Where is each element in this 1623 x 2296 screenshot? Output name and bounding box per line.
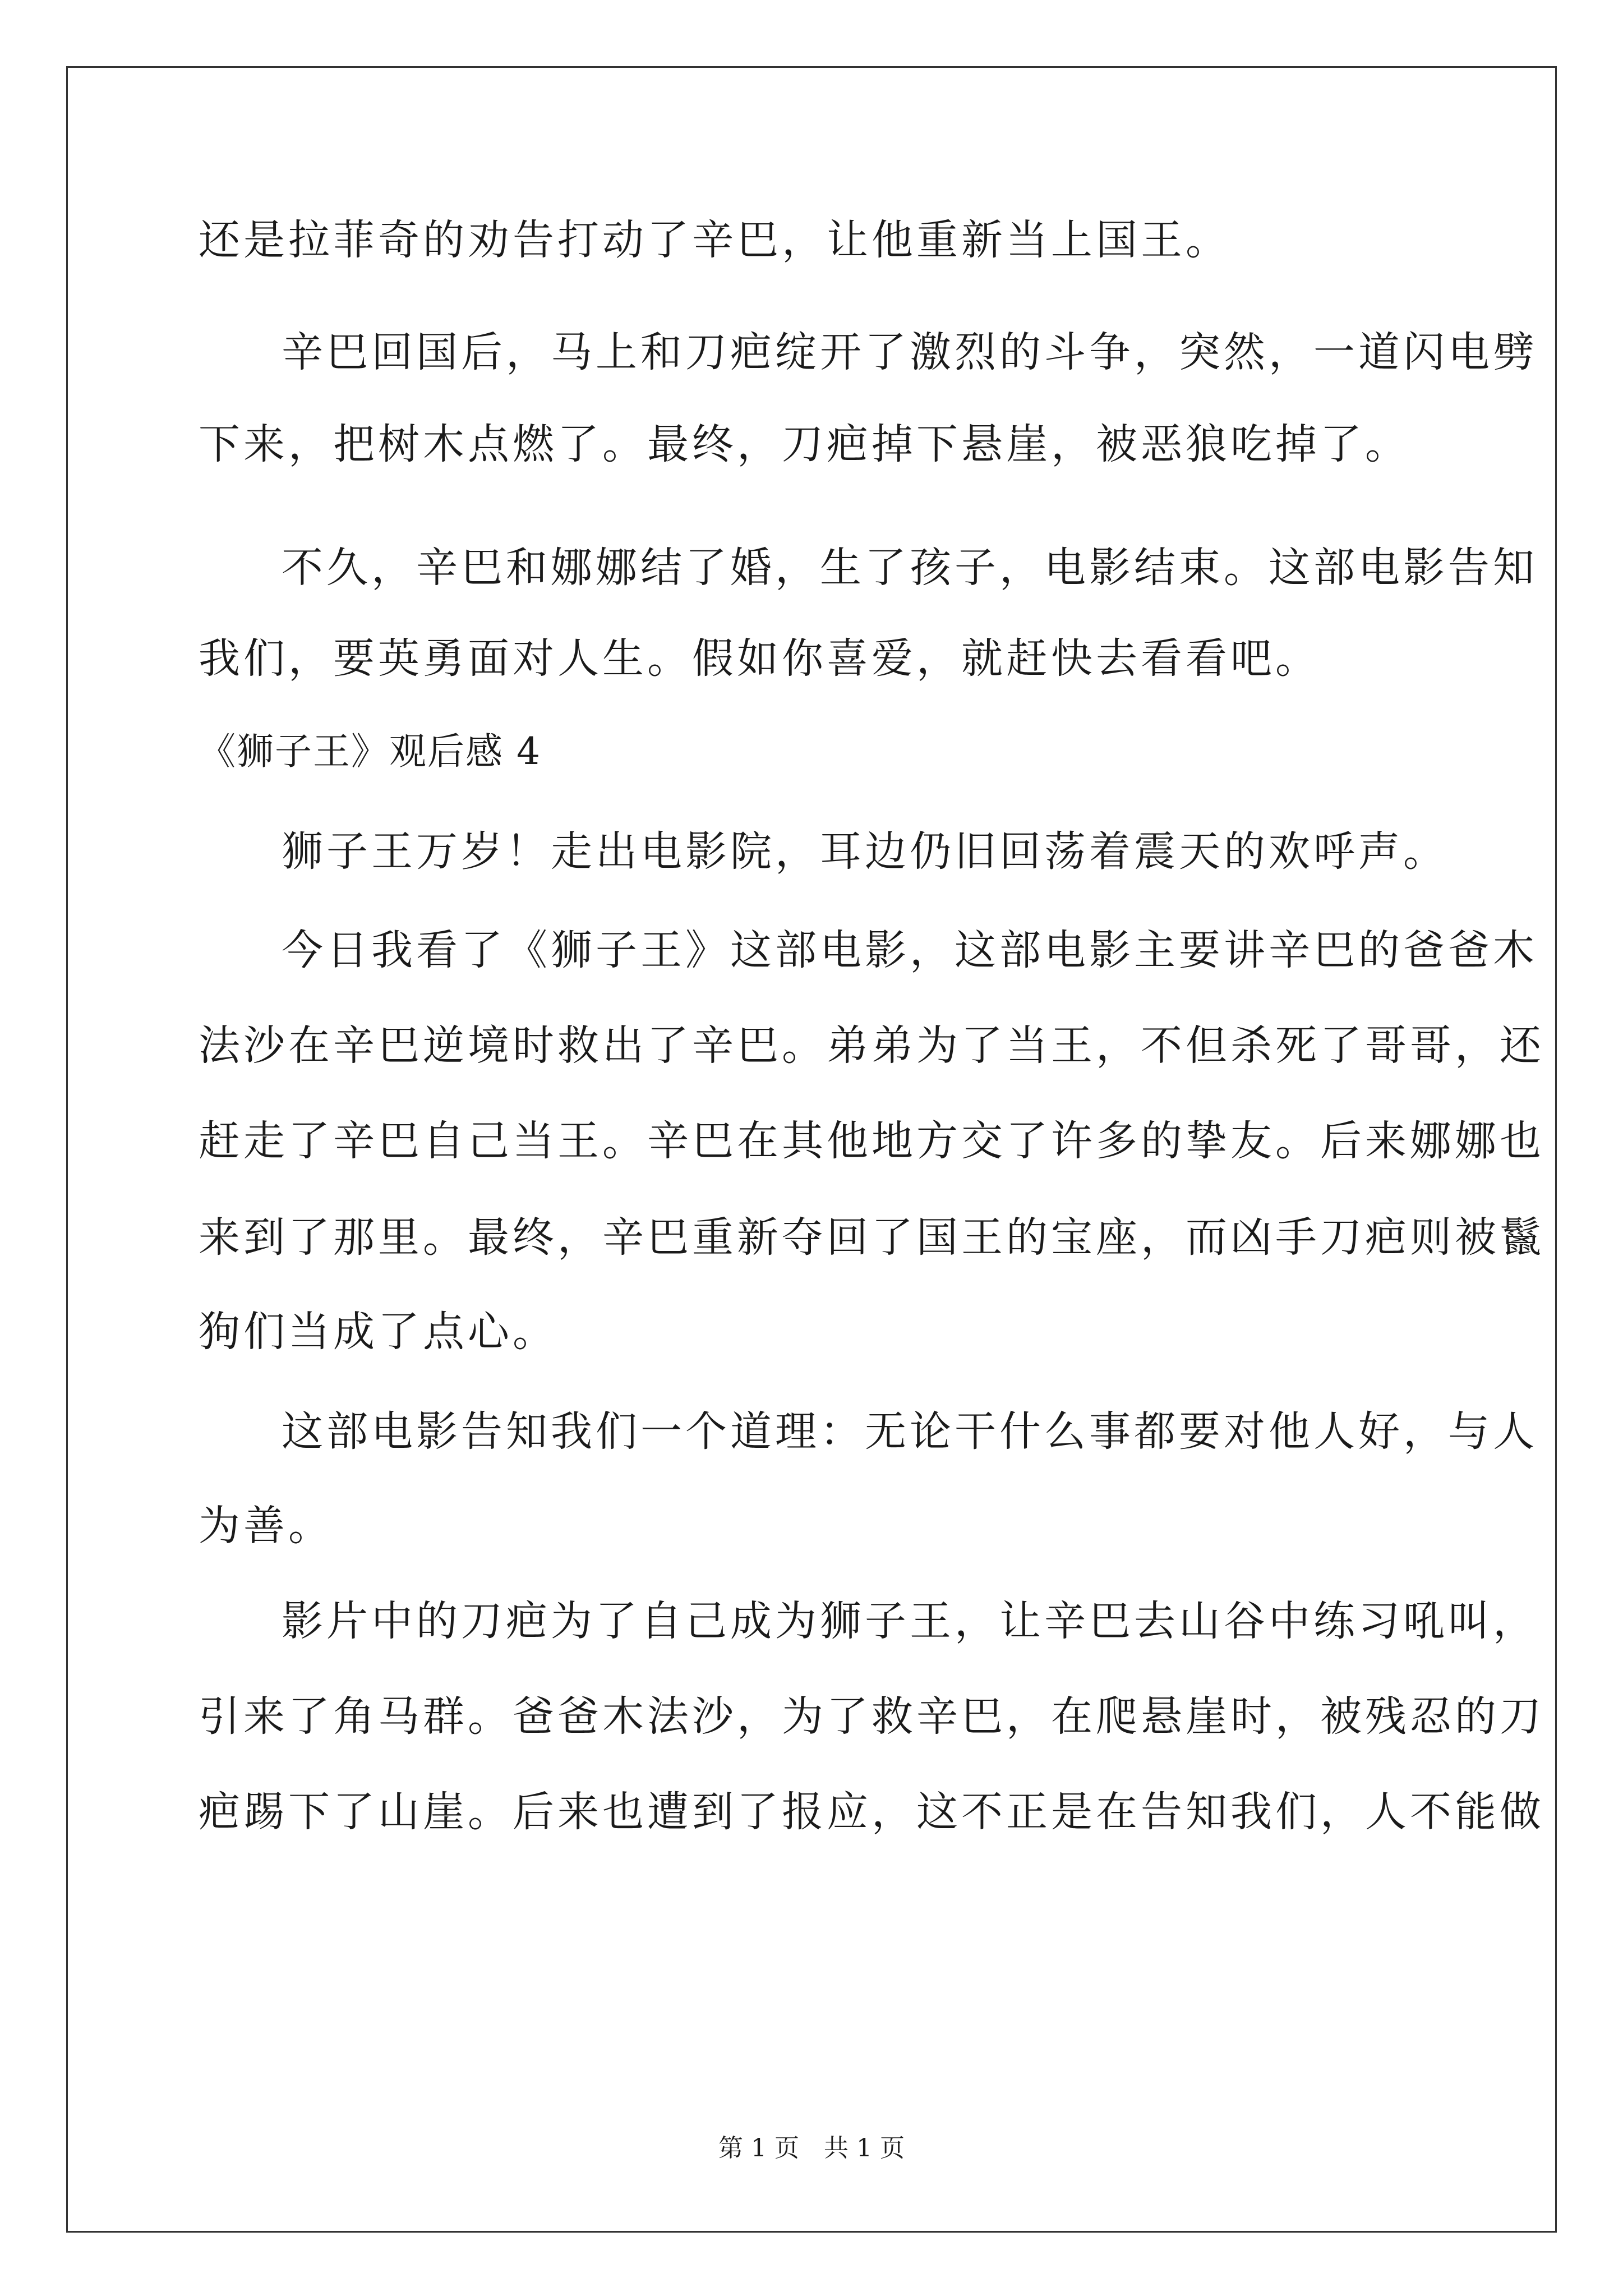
text-line: 我们，要英勇面对人生。假如你喜爱，就赶快去看看吧。 <box>199 634 1320 683</box>
text-line: 狗们当成了点心。 <box>199 1308 557 1356</box>
text-line: 为善。 <box>199 1502 333 1550</box>
text-line: 下来，把树木点燃了。最终，刀疤掉下悬崖，被恶狼吃掉了。 <box>199 420 1410 468</box>
text-line: 来到了那里。最终，辛巴重新夺回了国王的宝座，而凶手刀疤则被鬣 <box>199 1213 1544 1262</box>
text-line: 法沙在辛巴逆境时救出了辛巴。弟弟为了当王，不但杀死了哥哥，还 <box>199 1022 1544 1070</box>
page-number-footer: 第 1 页 共 1 页 <box>718 2134 905 2162</box>
paragraph-start-line: 辛巴回国后，马上和刀疤绽开了激烈的斗争，突然，一道闪电劈 <box>282 328 1538 376</box>
text-line: 引来了角马群。爸爸木法沙，为了救辛巴，在爬悬崖时，被残忍的刀 <box>199 1692 1544 1741</box>
section-heading: 《狮子王》观后感 4 <box>199 730 541 773</box>
paragraph-start-line: 这部电影告知我们一个道理：无论干什么事都要对他人好，与人 <box>282 1407 1538 1456</box>
text-line: 还是拉菲奇的劝告打动了辛巴，让他重新当上国王。 <box>199 216 1230 264</box>
paragraph-start-line: 狮子王万岁！走出电影院，耳边仍旧回荡着震天的欢呼声。 <box>282 827 1448 876</box>
text-line: 赶走了辛巴自己当王。辛巴在其他地方交了许多的挚友。后来娜娜也 <box>199 1117 1544 1165</box>
paragraph-start-line: 今日我看了《狮子王》这部电影，这部电影主要讲辛巴的爸爸木 <box>282 926 1538 974</box>
paragraph-start-line: 影片中的刀疤为了自己成为狮子王，让辛巴去山谷中练习吼叫， <box>282 1597 1538 1645</box>
paragraph-start-line: 不久，辛巴和娜娜结了婚，生了孩子，电影结束。这部电影告知 <box>282 544 1538 592</box>
text-line: 疤踢下了山崖。后来也遭到了报应，这不正是在告知我们，人不能做 <box>199 1788 1544 1836</box>
